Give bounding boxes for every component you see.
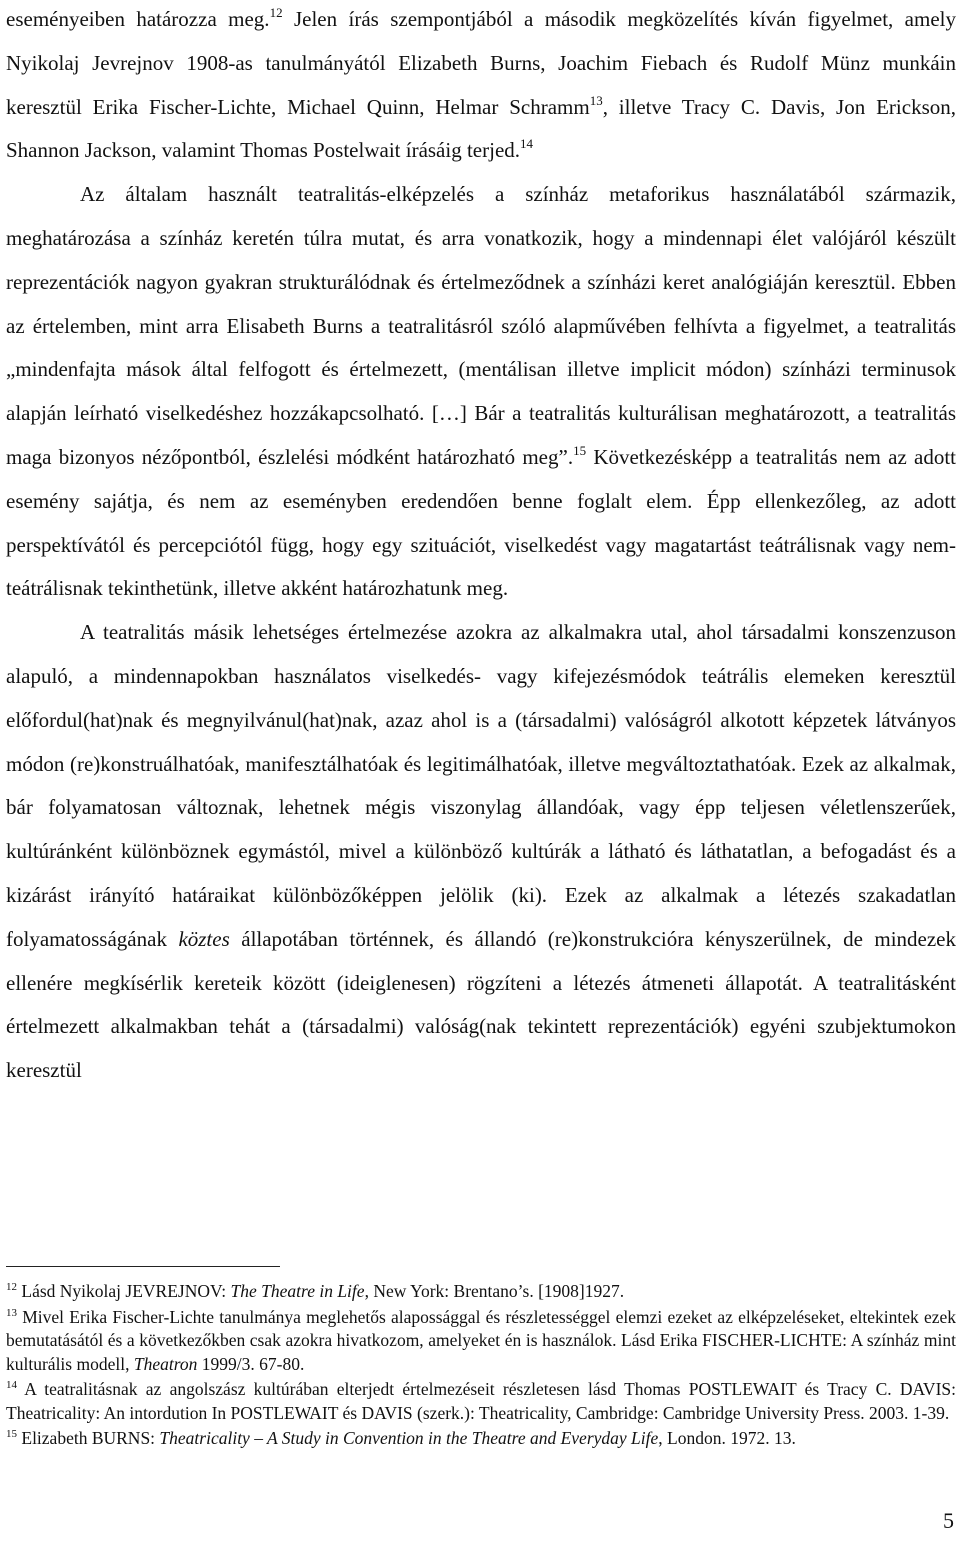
footnote-title: Theatron	[133, 1353, 198, 1374]
footnote-text: Lásd Nyikolaj JEVREJNOV:	[17, 1281, 231, 1301]
footnote-ref-15[interactable]: 15	[573, 442, 587, 458]
footnote-15	[6, 1427, 956, 1451]
footnote-number: 14	[6, 1379, 17, 1391]
paragraph-3-emphasis: köztes	[178, 926, 230, 951]
paragraph-2-text-b: Következésképp a teatralitás nem az adott esemény sajátja, és nem az eseményben eredendően benne foglalt elem. Épp ellenkezőleg, az adott perspektívától és percepciótól függ, hogy egy szituációt, viselkedést vagy magatartást teátrálisnak vagy nem-teátrálisnak tekinthetünk, illetve akként határozhatunk meg.	[6, 444, 956, 601]
paragraph-3-text-a: A teatralitás másik lehetséges értelmezése azokra az alkalmakra utal, ahol társadalmi konszenzuson alapuló, a mindennapokban használatos viselkedés- vagy kifejezésmódok teátrális elemeken keresztül előfordul(hat)nak és megnyilvánul(hat)nak, azaz ahol is a (társadalmi) valóságról alkotott képzetek látványos módon (re)konstruálhatóak, manifesztálhatóak és legitimálhatóak, illetve megváltoztathatóak. Ezek az alkalmak, bár folyamatosan változnak, lehetnek mégis viszonylag állandóak, vagy épp teljesen véletlenszerűek, kultúránként különböznek egymástól, mivel a különböző kultúrák a látható és láthatatlan, a befogadást és a kizárást irányító határaikat különbözőképpen jelölik (ki). Ezek az alkalmak a létezés szakadatlan folyamatosságának	[6, 620, 956, 951]
footnote-text: , London. 1972. 13.	[658, 1428, 796, 1448]
page-number: 5	[943, 1508, 954, 1533]
footnote-ref-12[interactable]: 12	[269, 5, 283, 20]
footnote-number: 13	[6, 1306, 17, 1319]
footnote-text: , New York: Brentano’s. [1908]1927.	[364, 1281, 625, 1301]
paragraph-3-text-b: állapotában történnek, és állandó (re)konstrukcióra kényszerülnek, de mindezek ellenére megkísérlik kereteik között (ideiglenesen) rögzíteni a létezés átmeneti állapotát. A teatralitásként értelmezett alkalmakban tehát a (társadalmi) valóság(nak tekintett reprezentációk) egyéni szubjektumokon keresztül	[6, 926, 956, 1083]
footnote-14	[6, 1378, 956, 1425]
footnote-number: 12	[6, 1281, 17, 1293]
paragraph-1	[6, 0, 956, 173]
paragraph-3	[6, 611, 956, 1093]
body-text	[6, 0, 956, 1093]
footnote-number: 15	[6, 1428, 17, 1440]
footnote-title: Theatricality – A Study in Convention in the Theatre and Everyday Life	[159, 1428, 659, 1448]
paragraph-2-text-a: Az általam használt teatralitás-elképzelés a színház metaforikus használatából származik, meghatározása a színház keretén túlra mutat, és arra vonatkozik, hogy a mindennapi élet valójáról készült reprezentációk nagyon gyakran strukturálódnak és értelmeződnek a színházi keret analógiáján keresztül. Ebben az értelemben, mint arra Elisabeth Burns a teatralitásról szóló alapművében felhívta a figyelmet, a teatralitás „mindenfajta mások által felfogott és értelmezett, (mentálisan illetve implicit módon) színházi terminusok alapján leírható viselkedéshez hozzákapcsolható. […] Bár a teatralitás kulturálisan meghatározott, a teatralitás maga bizonyos nézőpontból, észlelési módként határozható meg”.	[6, 182, 956, 469]
paragraph-1-text-b: Jelen írás szempontjából a második megközelítés kíván figyelmet, amely Nyikolaj Jevrejnov 1908-as tanulmányától Elizabeth Burns, Joachim Fiebach és Rudolf Münz munkáin keresztül Erika Fischer-Lichte, Michael Quinn, Helmar Schramm	[6, 7, 956, 119]
footnote-text: 1999/3. 67-80.	[197, 1353, 305, 1374]
footnotes	[6, 1280, 956, 1453]
footnote-ref-14[interactable]: 14	[520, 136, 534, 152]
footnote-12	[6, 1280, 956, 1304]
footnote-text: A teatralitásnak az angolszász kultúrában elterjedt értelmezéseit részletesen lásd Thomas POSTLEWAIT és Tracy C. DAVIS: Theatricality: An intordution In POSTLEWAIT és DAVIS (szerk.): Theatricality, Cambridge: Cambridge University Press. 2003. 1-39.	[6, 1379, 956, 1423]
footnote-separator	[6, 1266, 280, 1267]
footnote-ref-13[interactable]: 13	[589, 92, 603, 108]
footnote-title: The Theatre in Life	[230, 1281, 365, 1301]
paragraph-1-text-c: , illetve Tracy C. Davis, Jon Erickson, Shannon Jackson, valamint Thomas Postelwait írásáig terjed.	[6, 94, 956, 163]
paragraph-2	[6, 173, 956, 611]
footnote-text: Mivel Erika Fischer-Lichte tanulmánya meglehetős alapossággal és részletességgel elemzi ezeket az elképzeléseket, eltekintek ezek bemutatásától és a következőkben csak azokra hivatkozom, amelyeket én is használok. Lásd Erika FISCHER-LICHTE: A színház mint kulturális modell,	[6, 1306, 956, 1374]
paragraph-1-text-a: eseményeiben határozza meg.	[6, 7, 270, 31]
footnote-13	[6, 1306, 956, 1377]
footnote-text: Elizabeth BURNS:	[17, 1428, 160, 1448]
